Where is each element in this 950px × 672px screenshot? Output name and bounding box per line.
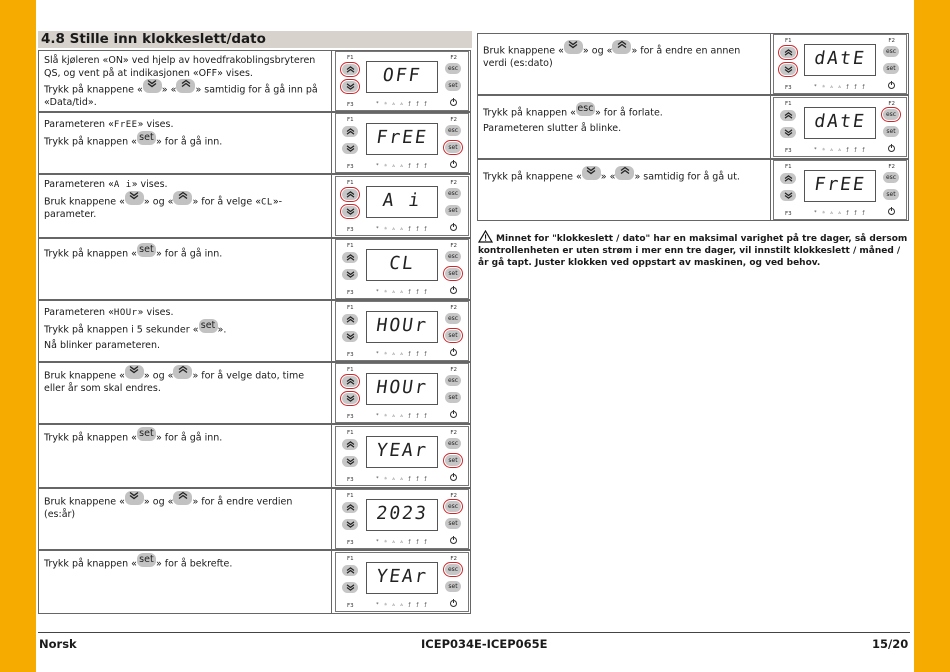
column-divider [331, 239, 332, 299]
column-divider [331, 51, 332, 111]
lcd-readout: CL [387, 253, 417, 274]
status-indicators: * ☼ ⚠ ⚠ ƒ ƒ ƒ [375, 226, 429, 232]
step-instruction [44, 179, 324, 224]
lcd-screen [366, 436, 438, 468]
step-text: Nå blinker parameteren. [44, 339, 161, 351]
step-text: » vises. [131, 179, 168, 190]
memory-warning [478, 228, 908, 269]
down-button[interactable] [780, 190, 796, 201]
up-button[interactable] [342, 502, 358, 513]
lcd-readout: A i [381, 190, 423, 211]
down-button[interactable] [342, 81, 358, 92]
esc-button[interactable]: esc [445, 188, 461, 199]
f1-label: F1 [347, 556, 354, 562]
status-indicators: * ☼ ⚠ ⚠ ƒ ƒ ƒ [813, 147, 867, 153]
step-text: » for å velge « [192, 196, 262, 207]
parameter-code: A i [113, 180, 132, 190]
lcd-screen [804, 44, 876, 76]
f2-label: F2 [450, 493, 457, 499]
step-text: » samtidig for å gå inn på «Data/tid». [44, 84, 318, 108]
step-text: Slå kjøleren «ON» ved hjelp av hovedfrakoblingsbryteren QS, og vent på at indikasjonen «OFF» vises. [44, 55, 316, 79]
lcd-screen [366, 186, 438, 218]
chevron-up-icon [346, 316, 355, 323]
footer-divider [38, 632, 910, 633]
controller-panel [335, 113, 469, 173]
down-button[interactable] [342, 206, 358, 217]
set-button[interactable]: set [445, 268, 461, 279]
step-text: » og « [143, 196, 174, 207]
esc-button[interactable]: esc [883, 172, 899, 183]
step-line [44, 119, 324, 132]
esc-button[interactable]: esc [445, 251, 461, 262]
step-instruction [483, 103, 762, 139]
step-text: » « [161, 84, 177, 96]
chevron-up-icon [784, 112, 793, 119]
f1-label: F1 [785, 101, 792, 107]
f1-label: F1 [347, 55, 354, 61]
step-text: Trykk på knappen « [44, 248, 137, 260]
down-key-icon [125, 491, 144, 505]
step-line [44, 340, 324, 353]
step-text: Trykk på knappen i 5 sekunder « [44, 324, 199, 335]
f3-label: F3 [347, 414, 354, 420]
lcd-screen [366, 123, 438, 155]
up-key-icon [173, 365, 192, 379]
warning-icon [478, 230, 493, 243]
lcd-screen [366, 373, 438, 405]
f3-label: F3 [347, 290, 354, 296]
set-key-icon: set [199, 319, 218, 333]
f2-label: F2 [450, 430, 457, 436]
f1-label: F1 [347, 493, 354, 499]
up-button[interactable] [342, 126, 358, 137]
warning-text: Minnet for "klokkeslett / dato" har en maksimal varighet på tre dager, så dersom kontrollenheten er uten strøm i mer enn tre dager, vil innstilt klokkeslett / måned / år gå tapt. Juster klokken ved oppstart av maskinen, og ved behov. [478, 234, 908, 268]
step-text: Bruk knappene « [483, 45, 564, 57]
step-text: Trykk på knappene « [44, 84, 143, 96]
step-text: Bruk knappene « [44, 370, 125, 382]
f3-label: F3 [785, 85, 792, 91]
step-text: » for å forlate. [594, 107, 663, 119]
chevron-up-icon [346, 567, 355, 574]
status-indicators: * ☼ ⚠ ⚠ ƒ ƒ ƒ [375, 413, 429, 419]
set-button[interactable]: set [883, 126, 899, 137]
step-text: » og « [143, 496, 174, 508]
step-text: Trykk på knappen « [483, 107, 576, 119]
power-icon[interactable] [450, 411, 457, 418]
step-line [44, 195, 324, 222]
f2-label: F2 [450, 117, 457, 123]
up-key-icon [612, 40, 631, 54]
down-key-icon [564, 40, 583, 54]
lcd-readout: YEAr [374, 440, 430, 461]
up-button[interactable] [342, 565, 358, 576]
chevron-down-icon [346, 584, 355, 591]
chevron-up-icon [346, 504, 355, 511]
f2-label: F2 [450, 55, 457, 61]
esc-key-icon: esc [577, 103, 594, 114]
step-instruction [44, 495, 324, 525]
footer-language: Norsk [39, 637, 77, 651]
up-key-icon [173, 191, 192, 205]
lcd-readout: FrEE [374, 127, 430, 148]
chevron-down-icon [346, 145, 355, 152]
step-text: » for å gå inn. [155, 248, 223, 260]
set-button[interactable]: set [445, 518, 461, 529]
chevron-down-icon [784, 192, 793, 199]
step-text: » for å gå inn. [155, 136, 223, 147]
chevron-down-icon [346, 208, 355, 215]
step-row [38, 112, 471, 174]
status-indicators: * ☼ ⚠ ⚠ ƒ ƒ ƒ [813, 210, 867, 216]
step-line [483, 103, 762, 120]
step-text: » og « [143, 370, 174, 382]
up-button[interactable] [342, 252, 358, 263]
chevron-up-icon [784, 49, 793, 56]
set-button[interactable]: set [445, 392, 461, 403]
f2-label: F2 [450, 180, 457, 186]
up-key-icon [615, 166, 634, 180]
step-row [38, 300, 471, 362]
lcd-readout: dAtE [812, 48, 868, 69]
step-text: » for å endre en annen verdi (es:dato) [483, 45, 741, 69]
step-row [38, 50, 471, 112]
down-button[interactable] [342, 519, 358, 530]
f3-label: F3 [347, 102, 354, 108]
esc-button[interactable]: esc [445, 125, 461, 136]
step-line [44, 319, 324, 337]
set-button[interactable]: set [445, 581, 461, 592]
power-icon[interactable] [450, 474, 457, 481]
lcd-readout: FrEE [812, 174, 868, 195]
f2-label: F2 [450, 243, 457, 249]
down-key-icon [125, 191, 144, 205]
down-button[interactable] [342, 269, 358, 280]
chevron-up-icon [346, 441, 355, 448]
step-instruction [44, 554, 324, 574]
power-icon[interactable] [450, 600, 457, 607]
lcd-screen [366, 249, 438, 281]
lcd-readout: 2023 [374, 503, 430, 524]
step-text: ». [217, 324, 227, 335]
up-key-icon [176, 79, 195, 93]
parameter-code: FrEE [113, 120, 138, 130]
step-text: Trykk på knappen « [44, 136, 137, 147]
status-indicators: * ☼ ⚠ ⚠ ƒ ƒ ƒ [375, 539, 429, 545]
f2-label: F2 [888, 164, 895, 170]
power-icon[interactable] [450, 349, 457, 356]
esc-button[interactable]: esc [445, 501, 461, 512]
set-key-icon: set [137, 243, 156, 257]
esc-button[interactable]: esc [883, 109, 899, 120]
chevron-down-icon [346, 271, 355, 278]
chevron-up-icon [346, 378, 355, 385]
column-divider [331, 175, 332, 237]
left-accent-bar [0, 0, 36, 672]
column-divider [331, 551, 332, 613]
footer-page-number: 15/20 [872, 637, 909, 651]
chevron-up-icon [346, 254, 355, 261]
step-line [44, 83, 324, 110]
right-accent-bar [914, 0, 950, 672]
controller-panel [335, 552, 469, 612]
f1-label: F1 [785, 38, 792, 44]
step-line [44, 495, 324, 522]
step-text: »-parameter. [44, 196, 283, 220]
esc-button[interactable]: esc [445, 313, 461, 324]
step-text: Parameteren « [44, 307, 114, 318]
f1-label: F1 [347, 243, 354, 249]
power-icon[interactable] [450, 287, 457, 294]
step-text: Parameteren « [44, 179, 114, 190]
step-text: Parameteren slutter å blinke. [483, 123, 622, 134]
section-number: 4.8 [41, 31, 65, 47]
step-instruction [44, 307, 324, 355]
step-row [38, 362, 471, 424]
f1-label: F1 [347, 430, 354, 436]
step-line [44, 428, 324, 445]
step-row [477, 33, 909, 95]
down-key-icon [582, 166, 601, 180]
column-divider [331, 113, 332, 173]
set-button[interactable]: set [883, 63, 899, 74]
status-indicators: * ☼ ⚠ ⚠ ƒ ƒ ƒ [375, 602, 429, 608]
chevron-down-icon [346, 458, 355, 465]
f2-label: F2 [450, 305, 457, 311]
column-divider [331, 301, 332, 361]
lcd-readout: OFF [381, 65, 423, 86]
f1-label: F1 [347, 117, 354, 123]
chevron-up-icon [346, 191, 355, 198]
status-indicators: * ☼ ⚠ ⚠ ƒ ƒ ƒ [375, 101, 429, 107]
set-button[interactable]: set [445, 205, 461, 216]
f2-label: F2 [888, 38, 895, 44]
f2-label: F2 [888, 101, 895, 107]
controller-panel [335, 239, 469, 299]
controller-panel [773, 97, 907, 157]
step-instruction [44, 428, 324, 448]
step-row [38, 424, 471, 488]
step-instruction [44, 244, 324, 264]
esc-button[interactable]: esc [445, 63, 461, 74]
footer-model: ICEP034E-ICEP065E [421, 637, 548, 651]
up-button[interactable] [342, 64, 358, 75]
step-line [483, 123, 762, 136]
down-button[interactable] [342, 582, 358, 593]
lcd-screen [804, 107, 876, 139]
lcd-readout: HOUr [374, 315, 430, 336]
step-line [483, 44, 762, 71]
f1-label: F1 [347, 305, 354, 311]
chevron-down-icon [346, 521, 355, 528]
step-text: » for å velge dato, time eller år som skal endres. [44, 370, 305, 394]
step-text: » samtidig for å gå ut. [634, 171, 740, 183]
power-icon[interactable] [450, 161, 457, 168]
f2-label: F2 [450, 367, 457, 373]
up-button[interactable] [342, 376, 358, 387]
column-divider [770, 96, 771, 158]
controller-panel [335, 489, 469, 549]
step-line [44, 55, 324, 80]
step-text: Trykk på knappen « [44, 558, 137, 570]
esc-button[interactable]: esc [445, 564, 461, 575]
column-divider [331, 489, 332, 549]
step-row [477, 95, 909, 159]
lcd-screen [366, 499, 438, 531]
column-divider [770, 34, 771, 94]
set-button[interactable]: set [445, 330, 461, 341]
parameter-code: CL [261, 197, 273, 207]
esc-button[interactable]: esc [445, 438, 461, 449]
step-row [38, 238, 471, 300]
controller-panel [335, 301, 469, 361]
f3-label: F3 [347, 227, 354, 233]
chevron-down-icon [346, 83, 355, 90]
f1-label: F1 [347, 180, 354, 186]
step-text: » for å bekrefte. [155, 558, 233, 570]
power-icon[interactable] [888, 82, 895, 89]
step-text: Trykk på knappen « [44, 432, 137, 444]
step-line [44, 131, 324, 149]
status-indicators: * ☼ ⚠ ⚠ ƒ ƒ ƒ [375, 351, 429, 357]
column-divider [331, 363, 332, 423]
down-button[interactable] [342, 331, 358, 342]
step-line [483, 170, 762, 184]
lcd-readout: HOUr [374, 377, 430, 398]
set-button[interactable]: set [445, 455, 461, 466]
step-row [38, 488, 471, 550]
status-indicators: * ☼ ⚠ ⚠ ƒ ƒ ƒ [813, 84, 867, 90]
esc-button[interactable]: esc [883, 46, 899, 57]
lcd-readout: dAtE [812, 111, 868, 132]
power-icon[interactable] [888, 145, 895, 152]
f1-label: F1 [347, 367, 354, 373]
up-button[interactable] [780, 173, 796, 184]
lcd-screen [366, 311, 438, 343]
step-text: » for å endre verdien (es:år) [44, 496, 293, 520]
step-line [44, 307, 324, 320]
f1-label: F1 [785, 164, 792, 170]
chevron-up-icon [784, 175, 793, 182]
set-button[interactable]: set [883, 189, 899, 200]
down-button[interactable] [342, 393, 358, 404]
down-button[interactable] [342, 143, 358, 154]
step-line [44, 369, 324, 396]
set-button[interactable]: set [445, 80, 461, 91]
step-row [38, 174, 471, 238]
set-key-icon: set [137, 553, 156, 567]
f3-label: F3 [347, 540, 354, 546]
set-key-icon: set [137, 427, 156, 441]
power-icon[interactable] [888, 208, 895, 215]
lcd-screen [804, 170, 876, 202]
step-instruction [44, 55, 324, 113]
chevron-up-icon [346, 128, 355, 135]
step-text: » vises. [137, 307, 174, 318]
f3-label: F3 [347, 477, 354, 483]
step-instruction [44, 119, 324, 152]
controller-panel [335, 176, 469, 236]
controller-panel [773, 160, 907, 220]
chevron-down-icon [784, 66, 793, 73]
up-button[interactable] [342, 314, 358, 325]
f3-label: F3 [785, 211, 792, 217]
down-button[interactable] [342, 456, 358, 467]
f3-label: F3 [785, 148, 792, 154]
controller-panel [335, 426, 469, 486]
step-text: » « [600, 171, 616, 183]
step-text: Bruk knappene « [44, 496, 125, 508]
step-instruction [483, 170, 762, 187]
controller-panel [773, 34, 907, 94]
power-icon[interactable] [450, 224, 457, 231]
up-button[interactable] [342, 189, 358, 200]
status-indicators: * ☼ ⚠ ⚠ ƒ ƒ ƒ [375, 476, 429, 482]
section-title-text: Stille inn klokkeslett/dato [69, 31, 266, 47]
f3-label: F3 [347, 164, 354, 170]
status-indicators: * ☼ ⚠ ⚠ ƒ ƒ ƒ [375, 289, 429, 295]
f3-label: F3 [347, 352, 354, 358]
esc-button[interactable]: esc [445, 375, 461, 386]
step-text: Parameteren « [44, 119, 114, 130]
lcd-screen [366, 61, 438, 93]
down-button[interactable] [780, 127, 796, 138]
parameter-code: HOUr [113, 308, 138, 318]
set-button[interactable]: set [445, 142, 461, 153]
step-instruction [483, 44, 762, 74]
chevron-up-icon [346, 66, 355, 73]
up-button[interactable] [780, 110, 796, 121]
down-key-icon [143, 79, 162, 93]
column-divider [770, 160, 771, 220]
power-icon[interactable] [450, 99, 457, 106]
step-row [477, 159, 909, 221]
f3-label: F3 [347, 603, 354, 609]
step-text: Trykk på knappene « [483, 171, 582, 183]
down-button[interactable] [780, 64, 796, 75]
step-line [44, 244, 324, 261]
status-indicators: * ☼ ⚠ ⚠ ƒ ƒ ƒ [375, 163, 429, 169]
column-divider [331, 425, 332, 487]
up-button[interactable] [342, 439, 358, 450]
step-instruction [44, 369, 324, 399]
step-line [44, 554, 324, 571]
controller-panel [335, 51, 469, 111]
step-text: » vises. [137, 119, 174, 130]
up-key-icon [173, 491, 192, 505]
controller-panel [335, 363, 469, 423]
chevron-down-icon [346, 333, 355, 340]
step-row [38, 550, 471, 614]
up-button[interactable] [780, 47, 796, 58]
step-text: » for å gå inn. [155, 432, 223, 444]
lcd-readout: YEAr [374, 566, 430, 587]
section-title [38, 31, 472, 48]
set-key-icon: set [137, 131, 156, 145]
step-text: Bruk knappene « [44, 196, 125, 207]
chevron-down-icon [784, 129, 793, 136]
chevron-down-icon [346, 395, 355, 402]
f2-label: F2 [450, 556, 457, 562]
power-icon[interactable] [450, 537, 457, 544]
down-key-icon [125, 365, 144, 379]
step-text: » og « [582, 45, 613, 57]
lcd-screen [366, 562, 438, 594]
